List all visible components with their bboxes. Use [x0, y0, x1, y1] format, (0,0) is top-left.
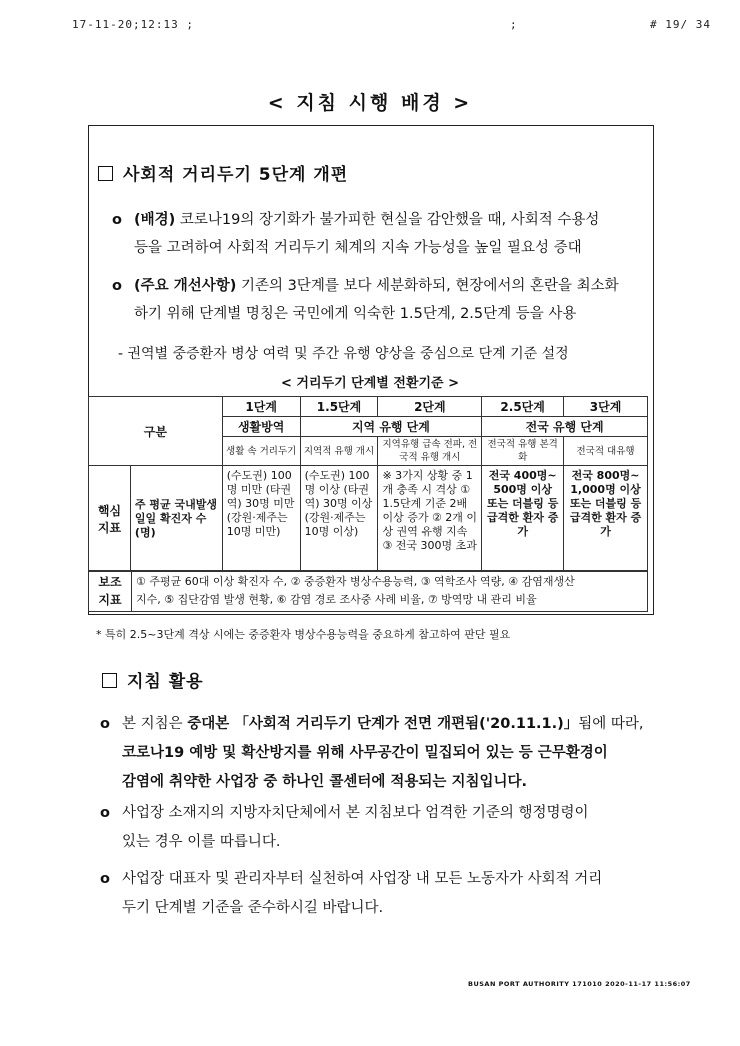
table-caption: < 거리두기 단계별 전환기준 > [280, 376, 460, 391]
paragraph-label: (배경) [134, 212, 176, 228]
core-indicator-metric: 주 평균 국내발생 일일 확진자 수(명) [130, 466, 222, 572]
checkbox-square-icon [102, 673, 117, 688]
table-cell: 전국 800명~ 1,000명 이상 또는 더블링 등 급격한 환자 증가 [564, 466, 648, 572]
table-cell: 전국 400명~ 500명 이상 또는 더블링 등 급격한 환자 증가 [482, 466, 564, 572]
fax-header-page: # 19/ 34 [650, 18, 711, 31]
dash-item-criteria: - 권역별 중증환자 병상 여력 및 주간 유행 양상을 중심으로 단계 기준 설정 [118, 346, 569, 362]
footnote: * 특히 2.5~3단계 격상 시에는 중증환자 병상수용능력을 중요하게 참고하여 판단 필요 [96, 628, 511, 641]
aux-indicator-label: 보조 지표 [89, 571, 132, 612]
paragraph-label: (주요 개선사항) [134, 278, 237, 294]
group-header: 전국 유행 단계 [482, 417, 648, 437]
stage-header: 2단계 [378, 397, 482, 417]
fax-header-left: 17-11-20;12:13 ; [72, 18, 194, 31]
circle-bullet-icon: o [112, 278, 122, 294]
circle-bullet-icon: o [100, 871, 110, 887]
paragraph-text [122, 799, 660, 857]
stage-description: 전국적 유행 본격화 [482, 437, 564, 466]
table-cell: (수도권) 100명 미만 (타권역) 30명 미만 (강원·제주는 10명 미만) [222, 466, 300, 572]
paragraph-line: 됨에 따라, [578, 716, 644, 732]
table-cell: (수도권) 100명 이상 (타권역) 30명 이상 (강원·제주는 10명 이상) [300, 466, 378, 572]
paragraph-text [122, 865, 660, 923]
core-indicator-label: 핵심 지표 [89, 466, 131, 572]
paragraph-improvements [112, 272, 652, 328]
paragraph-text [134, 206, 652, 262]
paragraph-line: 코로나19의 장기화가 불가피한 현실을 감안했을 때, 사회적 수용성 [175, 212, 600, 228]
paragraph-text [134, 272, 652, 328]
paragraph-line: 본 지침은 [122, 716, 188, 732]
aux-line: 지수, ⑤ 집단감염 발생 현황, ⑥ 감염 경로 조사중 사례 비율, ⑦ 방역망 내 관리 비율 [136, 593, 537, 606]
section-heading-usage [102, 667, 204, 692]
paragraph-line: 있는 경우 이를 따릅니다. [122, 834, 281, 850]
paragraph-emphasis: 코로나19 예방 및 확산방지를 위해 사무공간이 밀집되어 있는 등 근무환경이 [122, 745, 608, 761]
paragraph-line: 등을 고려하여 사회적 거리두기 체계의 지속 가능성을 높일 필요성 증대 [134, 240, 582, 256]
table-row [89, 466, 648, 572]
paragraph-text [122, 710, 660, 797]
paragraph-emphasis: 감염에 취약한 사업장 중 하나인 콜센터에 적용되는 지침입니다. [122, 774, 528, 790]
section-heading-text: 사회적 거리두기 5단계 개편 [123, 165, 349, 185]
table-cell: ※ 3가지 상황 중 1개 충족 시 격상 ① 1.5단계 기준 2배 이상 증가 ② 2개 이상 권역 유행 지속 ③ 전국 300명 초과 [378, 466, 482, 572]
stage-header: 2.5단계 [482, 397, 564, 417]
page-title: < 지침 시행 배경 > [267, 92, 473, 114]
paragraph-line: 기존의 3단계를 보다 세분화하되, 현장에서의 혼란을 최소화 [236, 278, 619, 294]
stage-header: 1.5단계 [300, 397, 378, 417]
checkbox-square-icon [98, 166, 113, 181]
stage-description: 지역유행 급속 전파, 전국적 유행 개시 [378, 437, 482, 466]
circle-bullet-icon: o [112, 212, 122, 228]
paragraph-line: 하기 위해 단계별 명칭은 국민에게 익숙한 1.5단계, 2.5단계 등을 사용 [134, 306, 577, 322]
paragraph-background [112, 206, 652, 262]
fax-footer: BUSAN PORT AUTHORITY 171010 2020-11-17 11:56:07 [468, 980, 691, 988]
paragraph-usage-2 [100, 799, 660, 857]
section-heading-reform [98, 160, 348, 185]
stage-description: 생활 속 거리두기 [222, 437, 300, 466]
paragraph-line: 두기 단계별 기준을 준수하시길 바랍니다. [122, 900, 384, 916]
table-row [89, 571, 648, 612]
paragraph-emphasis: 중대본 「사회적 거리두기 단계가 전면 개편됨('20.11.1.)」 [187, 716, 579, 732]
circle-bullet-icon: o [100, 805, 110, 821]
paragraph-line: 사업장 소재지의 지방자치단체에서 본 지침보다 엄격한 기준의 행정명령이 [122, 805, 589, 821]
paragraph-line: 사업장 대표자 및 관리자부터 실천하여 사업장 내 모든 노동자가 사회적 거리 [122, 871, 603, 887]
section-heading-text: 지침 활용 [127, 672, 204, 692]
aux-indicator-table [88, 570, 648, 612]
paragraph-usage-3 [100, 865, 660, 923]
stage-header: 1단계 [222, 397, 300, 417]
table-row [89, 397, 648, 417]
fax-header-mid: ; [510, 18, 518, 31]
aux-line: ① 주평균 60대 이상 확진자 수, ② 중증환자 병상수용능력, ③ 역학조사 역량, ④ 감염재생산 [136, 575, 575, 588]
stage-header: 3단계 [564, 397, 648, 417]
stage-description: 지역적 유행 개시 [300, 437, 378, 466]
stage-description: 전국적 대유행 [564, 437, 648, 466]
stage-criteria-table [88, 396, 648, 572]
group-header: 지역 유행 단계 [300, 417, 482, 437]
aux-indicator-list [132, 571, 648, 612]
paragraph-usage-1 [100, 710, 660, 797]
group-header: 생활방역 [222, 417, 300, 437]
table-header-label: 구분 [89, 397, 223, 466]
circle-bullet-icon: o [100, 716, 110, 732]
